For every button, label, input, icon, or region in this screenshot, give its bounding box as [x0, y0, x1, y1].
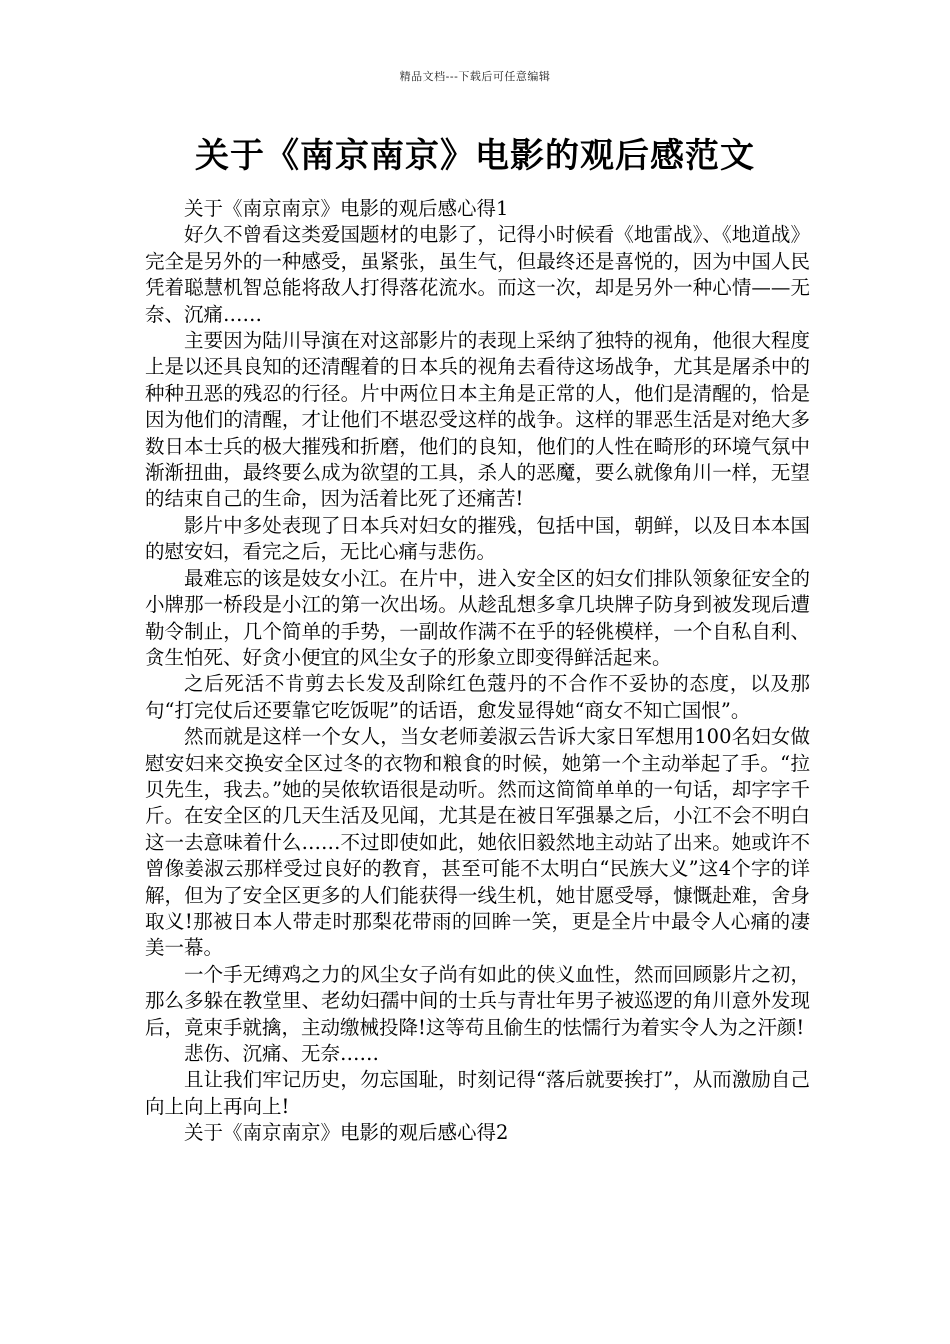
body-paragraph: 之后死活不肯剪去长发及刮除红色蔻丹的不合作不妥协的态度，以及那句“打完仗后还要靠它吃饭呢”的话语，愈发显得她“商女不知亡国恨”。 [145, 672, 810, 722]
body-paragraph: 主要因为陆川导演在对这部影片的表现上采纳了独特的视角，他很大程度上是以还具良知的还清醒着的日本兵的视角去看待这场战争，尤其是屠杀中的种种丑恶的残忍的行径。片中两位日本主角是正常的人，他们是清醒的，恰是因为他们的清醒，才让他们不堪忍受这样的战争。这样的罪恶生活是对绝大多数日本士兵的极大摧残和折磨，他们的良知，他们的人性在畸形的环境气氛中渐渐扭曲，最终要么成为欲望的工具，杀人的恶魔，要么就像角川一样，无望的结束自己的生命，因为活着比死了还痛苦! [145, 329, 810, 511]
body-paragraph: 好久不曾看这类爱国题材的电影了，记得小时候看《地雷战》、《地道战》完全是另外的一种感受，虽紧张，虽生气，但最终还是喜悦的，因为中国人民凭着聪慧机智总能将敌人打得落花流水。而这一次，却是另外一种心情——无奈、沉痛…… [145, 223, 810, 326]
body-paragraph: 最难忘的该是妓女小江。在片中，进入安全区的妇女们排队领象征安全的小牌那一桥段是小江的第一次出场。从趁乱想多拿几块牌子防身到被发现后遭勒令制止，几个简单的手势，一副故作满不在乎的轻佻模样，一个自私自利、贪生怕死、好贪小便宜的风尘女子的形象立即变得鲜活起来。 [145, 566, 810, 669]
page-header-note: 精品文档---下载后可任意编辑 [399, 70, 551, 83]
body-paragraph: 影片中多处表现了日本兵对妇女的摧残，包括中国，朝鲜，以及日本本国的慰安妇，看完之后，无比心痛与悲伤。 [145, 513, 810, 564]
document-title: 关于《南京南京》电影的观后感范文 [195, 136, 755, 176]
body-paragraph: 一个手无缚鸡之力的风尘女子尚有如此的侠义血性，然而回顾影片之初，那么多躲在教堂里、老幼妇孺中间的士兵与青壮年男子被巡逻的角川意外发现后，竟束手就擒，主动缴械投降!这等苟且偷生的怯懦行为着实令人为之汗颜! [145, 962, 810, 1039]
body-paragraph: 且让我们牢记历史，勿忘国耻，时刻记得“落后就要挨打”，从而激励自己向上向上再向上! [145, 1068, 810, 1118]
section-heading: 关于《南京南京》电影的观后感心得2 [184, 1121, 509, 1145]
document-body [145, 196, 810, 1147]
body-paragraph: 然而就是这样一个女人，当女老师姜淑云告诉大家日军想用100名妇女做慰安妇来交换安全区过冬的衣物和粮食的时候，她第一个主动举起了手。“拉贝先生，我去。”她的吴侬软语很是动听。然而这简简单单的一句话，却字字千斤。在安全区的几天生活及见闻，尤其是在被日军强暴之后，小江不会不明白这一去意味着什么……不过即使如此，她依旧毅然地主动站了出来。她或许不曾像姜淑云那样受过良好的教育，甚至可能不太明白“民族大义”这4个字的详解，但为了安全区更多的人们能获得一线生机，她甘愿受辱，慷慨赴难，舍身取义!那被日本人带走时那梨花带雨的回眸一笑，更是全片中最令人心痛的凄美一幕。 [145, 725, 810, 960]
section-heading: 关于《南京南京》电影的观后感心得1 [184, 197, 509, 220]
body-paragraph: 悲伤、沉痛、无奈…… [184, 1042, 380, 1065]
